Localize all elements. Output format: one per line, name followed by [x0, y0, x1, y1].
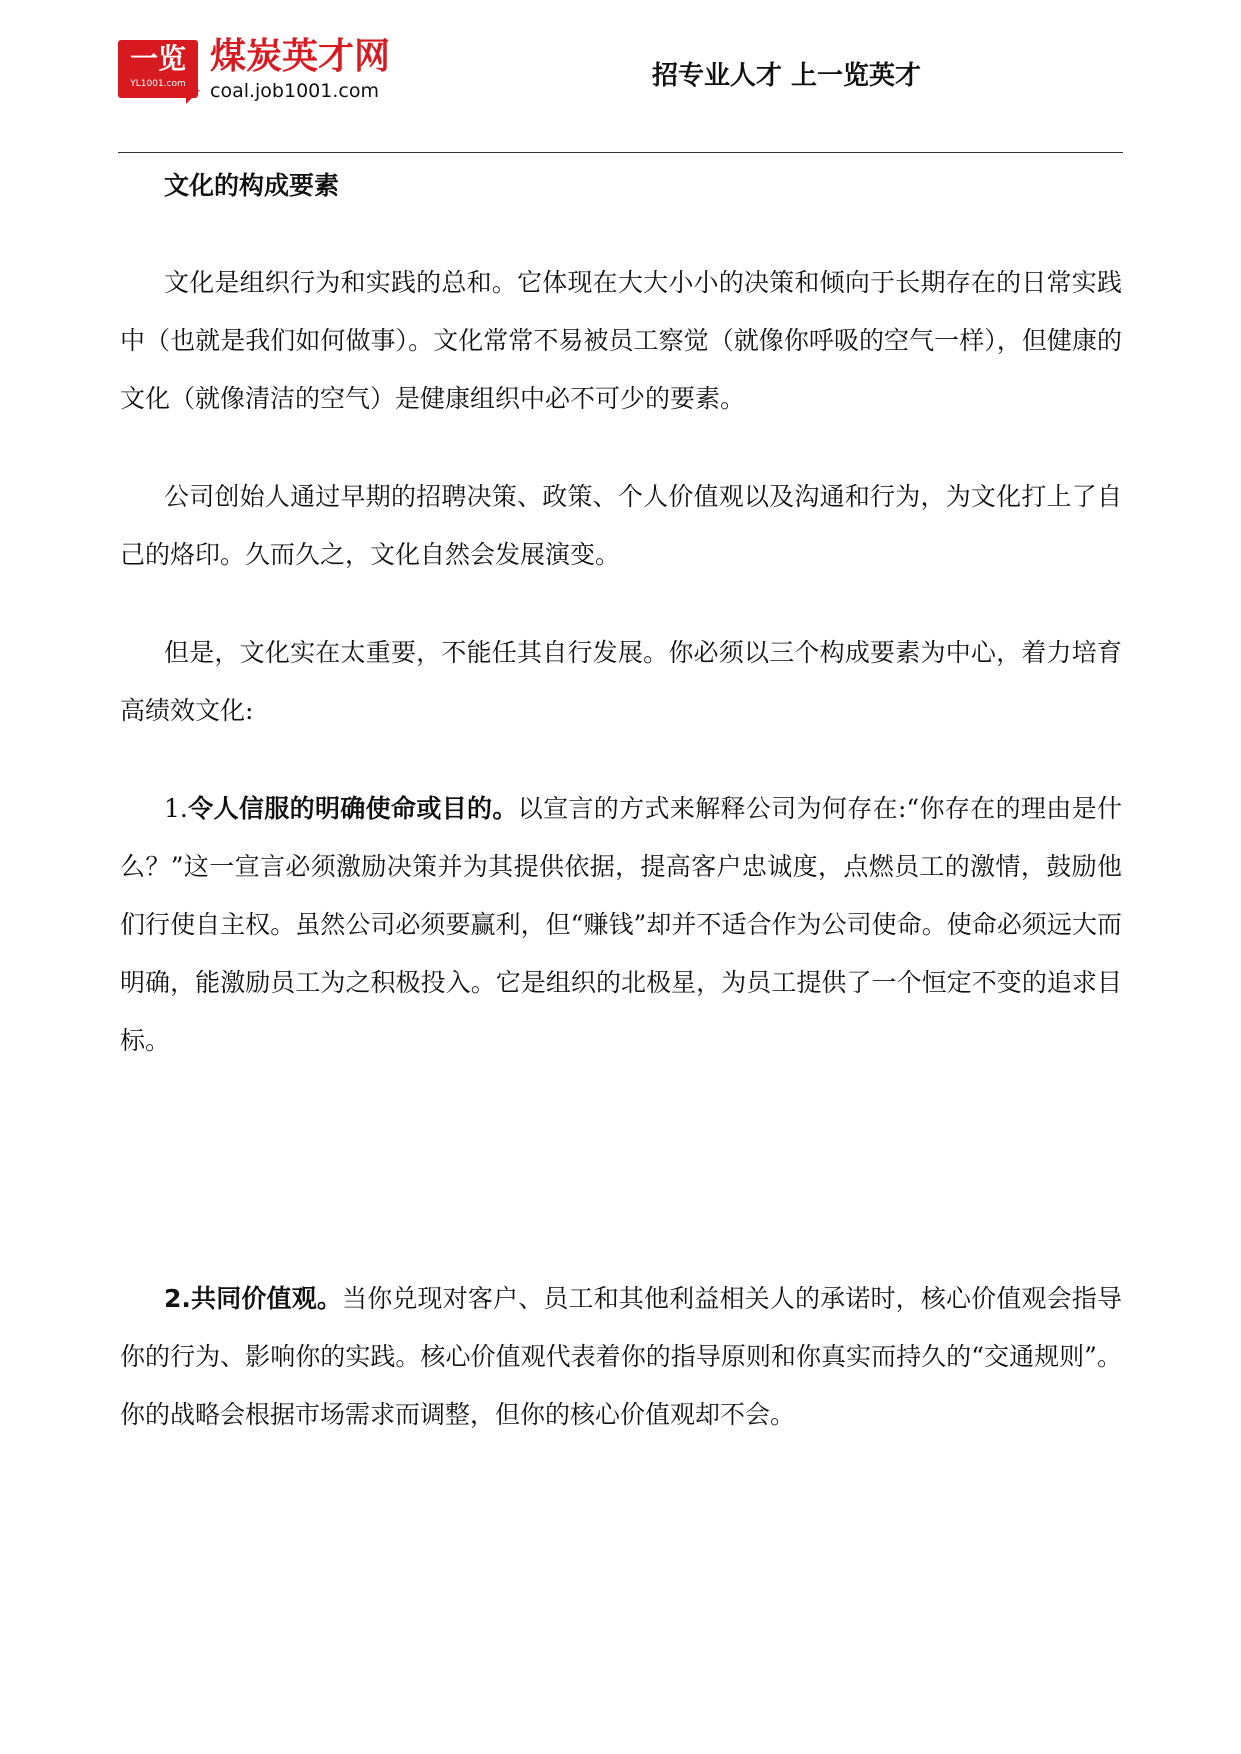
paragraph-three-elements: 但是，文化实在太重要，不能任其自行发展。你必须以三个构成要素为中心，着力培育高绩效文化: [120, 638, 1122, 725]
values-title: 2.共同价值观。 [164, 1284, 343, 1313]
logo-mark-domain: YL1001.com [130, 79, 186, 89]
logo-url: coal.job1001.com [210, 80, 379, 102]
brand-logo[interactable] [118, 30, 418, 106]
paragraph-founders: 公司创始人通过早期的招聘决策、政策、个人价值观以及沟通和行为，为文化打上了自己的烙印。久而久之，文化自然会发展演变。 [120, 482, 1122, 569]
logo-mark-text: 一览 [129, 42, 186, 75]
mission-text: 以宣言的方式来解释公司为何存在:“你存在的理由是什么？”这一宣言必须激励决策并为其提供依据，提高客户忠诚度，点燃员工的激情，鼓励他们行使自主权。虽然公司必须要赢利，但“赚钱”却并不适合作为公司使命。使命必须远大而明确，能激励员工为之积极投入。它是组织的北极星，为员工提供了一个恒定不变的追求目标。 [120, 794, 1122, 1055]
header-divider [118, 152, 1123, 153]
values-text: 当你兑现对客户、员工和其他利益相关人的承诺时，核心价值观会指导你的行为、影响你的实践。核心价值观代表着你的指导原则和你真实而持久的“交通规则”。你的战略会根据市场需求而调整，但你的核心价值观却不会。 [120, 1284, 1122, 1429]
header-slogan: 招专业人才 上一览英才 [652, 61, 922, 91]
document-body [120, 168, 1122, 1444]
logo-title-red: 煤炭 [210, 36, 283, 77]
page-header [0, 0, 1241, 160]
logo-speech-tail [186, 90, 200, 104]
logo-title [210, 36, 390, 78]
logo-title-red-2: 英才网 [282, 36, 391, 77]
paragraph-mission [120, 780, 1122, 1070]
section-heading: 文化的构成要素 [164, 171, 340, 200]
mission-number: 1. [164, 794, 188, 823]
paragraph-culture-definition: 文化是组织行为和实践的总和。它体现在大大小小的决策和倾向于长期存在的日常实践中（也就是我们如何做事）。文化常常不易被员工察觉（就像你呼吸的空气一样），但健康的文化（就像清洁的空气）是健康组织中必不可少的要素。 [120, 268, 1122, 413]
paragraph-shared-values [120, 1270, 1122, 1444]
mission-title: 令人信服的明确使命或目的。 [187, 794, 518, 823]
